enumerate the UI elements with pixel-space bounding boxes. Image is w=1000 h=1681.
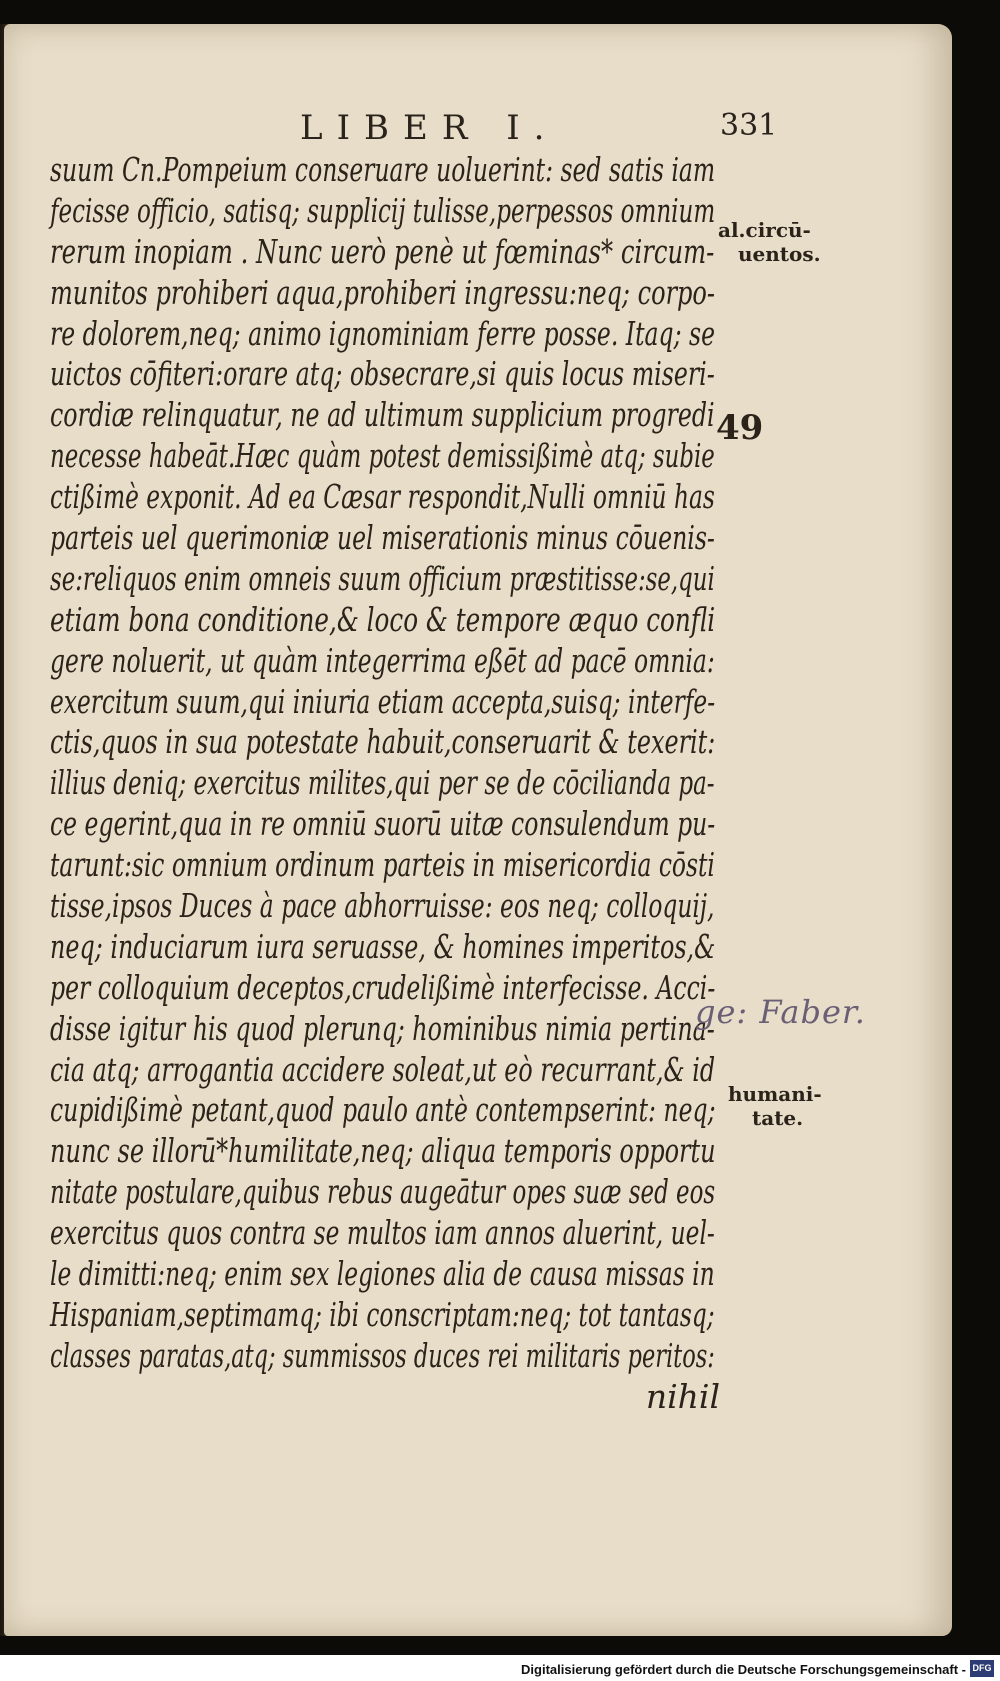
text-line: disse igitur his quod plerunq; hominibus nimia pertina- bbox=[50, 1008, 715, 1048]
running-header bbox=[300, 108, 820, 148]
text-line: ce egerint,qua in re omniū suorū uitæ consulendum pu- bbox=[50, 804, 716, 844]
running-title: LIBER I. bbox=[300, 108, 559, 148]
text-line: fecisse officio, satisq; supplicij tulisse,perpessos omnium bbox=[50, 190, 716, 230]
text-line: suum Cn.Pompeium conseruare uoluerint: sed satis iam bbox=[50, 150, 716, 189]
text-line: munitos prohiberi aqua,prohiberi ingressu:neq; corpo- bbox=[50, 272, 716, 312]
text-line: gere noluerit, ut quàm integerrima eßēt ad pacē omnia: bbox=[50, 640, 715, 680]
text-line: necesse habeāt.Hæc quàm potest demissißimè atq; subie bbox=[50, 436, 715, 476]
handwritten-annotation: ge: Faber. bbox=[695, 993, 866, 1031]
digitization-footer bbox=[0, 1655, 1000, 1681]
text-line: illius deniq; exercitus milites,qui per se de cōcilianda pa- bbox=[50, 763, 715, 803]
text-line: ctißimè exponit. Ad ea Cæsar respondit,Nulli omniū has bbox=[50, 477, 715, 517]
text-line: exercitus quos contra se multos iam annos aluerint, uel- bbox=[50, 1213, 715, 1253]
text-line: cupidißimè petant,quod paulo antè contempserint: neq; bbox=[50, 1090, 716, 1130]
dfg-logo: DFG bbox=[970, 1660, 994, 1677]
text-line: parteis uel querimoniæ uel miserationis minus cōuenis- bbox=[50, 518, 715, 558]
funding-credit: Digitalisierung gefördert durch die Deutsche Forschungsgemeinschaft - bbox=[521, 1662, 966, 1677]
text-line: cia atq; arrogantia accidere soleat,ut eò recurrant,& id bbox=[50, 1049, 716, 1089]
text-line: neq; induciarum iura seruasse, & homines imperitos,& bbox=[50, 926, 716, 966]
text-line: tarunt:sic omnium ordinum parteis in misericordia cōsti bbox=[50, 845, 715, 885]
text-line: se:reliquos enim omneis suum officium præstitisse:se,qui bbox=[50, 558, 715, 598]
text-line: cordiæ relinquatur, ne ad ultimum supplicium progredi bbox=[50, 395, 715, 435]
text-line: tisse,ipsos Duces à pace abhorruisse: eos neq; colloquij, bbox=[50, 886, 715, 926]
text-line: le dimitti:neq; enim sex legiones alia de causa missas in bbox=[50, 1254, 715, 1294]
text-line: rerum inopiam . Nunc uerò penè ut fœminas* circum- bbox=[50, 231, 715, 271]
text-line: Hispaniam,septimamq; ibi conscriptam:neq; tot tantasq; bbox=[50, 1294, 715, 1334]
text-line: re dolorem,neq; animo ignominiam ferre posse. Itaq; se bbox=[50, 313, 716, 353]
text-line: exercitum suum,qui iniuria etiam accepta,suisq; interfe- bbox=[50, 681, 716, 721]
page-number: 331 bbox=[720, 108, 778, 143]
margin-note-variant bbox=[718, 218, 821, 266]
margin-note-line: al.circū- bbox=[718, 218, 811, 242]
margin-note-line: uentos. bbox=[738, 242, 821, 266]
text-line: nunc se illorū*humilitate,neq; aliqua temporis opportu bbox=[50, 1131, 716, 1171]
margin-note-line: tate. bbox=[752, 1106, 804, 1130]
margin-note-variant bbox=[728, 1082, 822, 1130]
margin-note-line: humani- bbox=[728, 1082, 822, 1106]
text-line: nihil bbox=[645, 1376, 720, 1416]
text-line: nitate postulare,quibus rebus augeātur opes suæ sed eos bbox=[50, 1172, 716, 1212]
margin-chapter-number: 49 bbox=[716, 408, 764, 448]
text-line: classes paratas,atq; summissos duces rei militaris peritos: bbox=[50, 1335, 715, 1375]
text-line: etiam bona conditione,& loco & tempore æquo confli bbox=[50, 599, 716, 639]
text-line: per colloquium deceptos,crudelißimè interfecisse. Acci- bbox=[50, 967, 716, 1007]
body-text bbox=[50, 150, 770, 1418]
text-line: ctis,quos in sua potestate habuit,conseruarit & texerit: bbox=[50, 722, 716, 762]
text-line: uictos cōfiteri:orare atq; obsecrare,si quis locus miseri- bbox=[50, 354, 715, 394]
